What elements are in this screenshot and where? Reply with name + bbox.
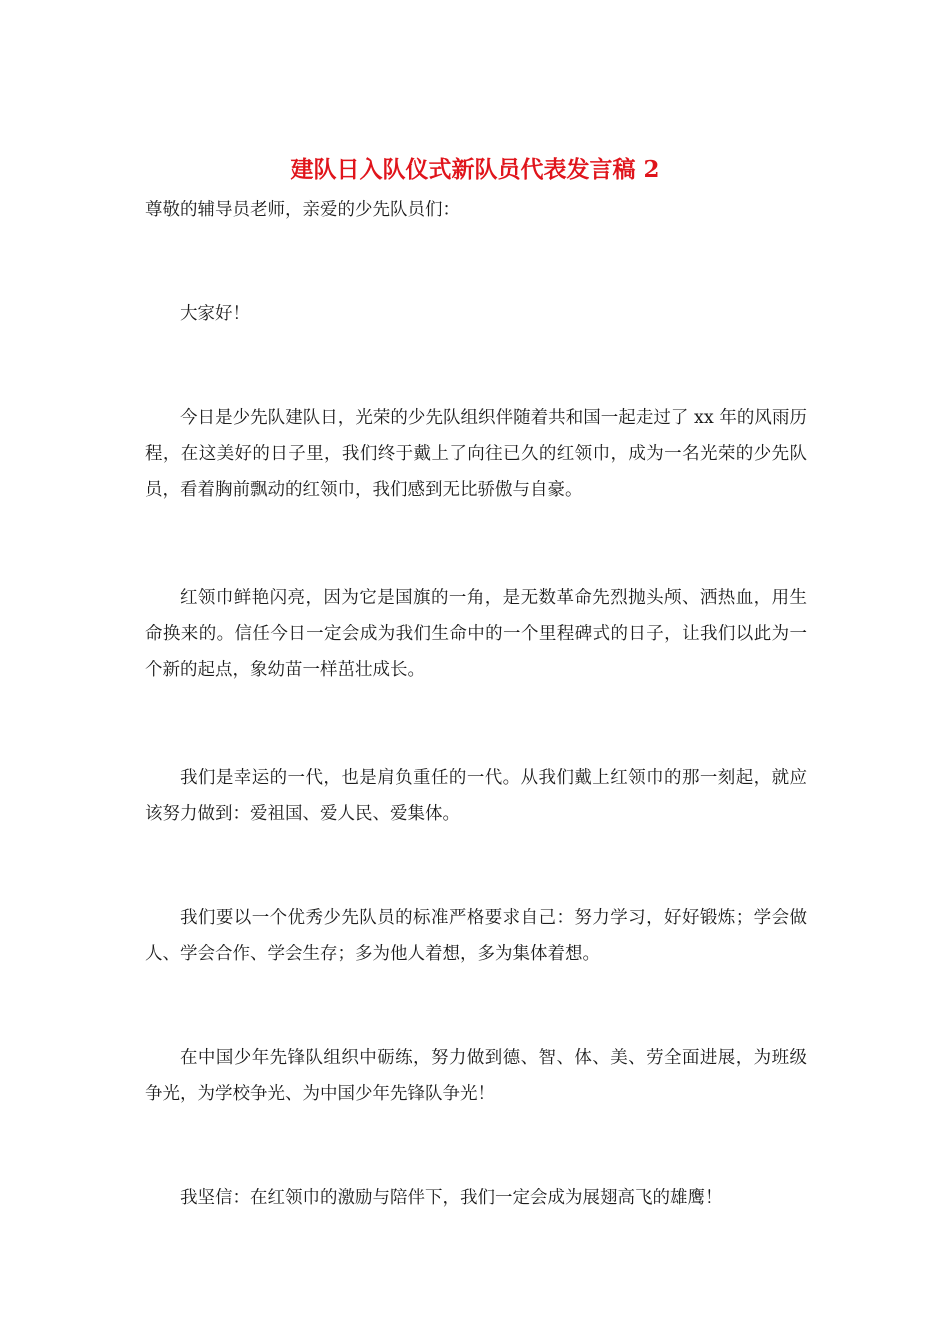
document-title: 建队日入队仪式新队员代表发言稿 2	[290, 156, 660, 183]
paragraph-1: 今日是少先队建队日，光荣的少先队组织伴随着共和国一起走过了 xx 年的风雨历程，在这美好的日子里，我们终于戴上了向往已久的红领巾，成为一名光荣的少先队员，看着胸前飘动的红领巾，我们感到无比骄傲与自豪。	[145, 408, 807, 500]
paragraph-4: 我们要以一个优秀少先队员的标准严格要求自己：努力学习，好好锻炼；学会做人、学会合作、学会生存；多为他人着想，多为集体着想。	[145, 908, 807, 964]
greeting: 大家好！	[180, 304, 250, 324]
paragraph-6: 我坚信：在红领巾的激励与陪伴下，我们一定会成为展翅高飞的雄鹰！	[180, 1188, 723, 1208]
salutation: 尊敬的辅导员老师，亲爱的少先队员们：	[145, 200, 460, 220]
paragraph-3: 我们是幸运的一代，也是肩负重任的一代。从我们戴上红领巾的那一刻起，就应该努力做到：爱祖国、爱人民、爱集体。	[145, 768, 807, 824]
paragraph-2: 红领巾鲜艳闪亮，因为它是国旗的一角，是无数革命先烈抛头颅、洒热血，用生命换来的。信任今日一定会成为我们生命中的一个里程碑式的日子，让我们以此为一个新的起点，象幼苗一样茁壮成长。	[145, 588, 807, 680]
paragraph-5: 在中国少年先锋队组织中砺练，努力做到德、智、体、美、劳全面进展，为班级争光，为学校争光、为中国少年先锋队争光！	[145, 1048, 807, 1104]
